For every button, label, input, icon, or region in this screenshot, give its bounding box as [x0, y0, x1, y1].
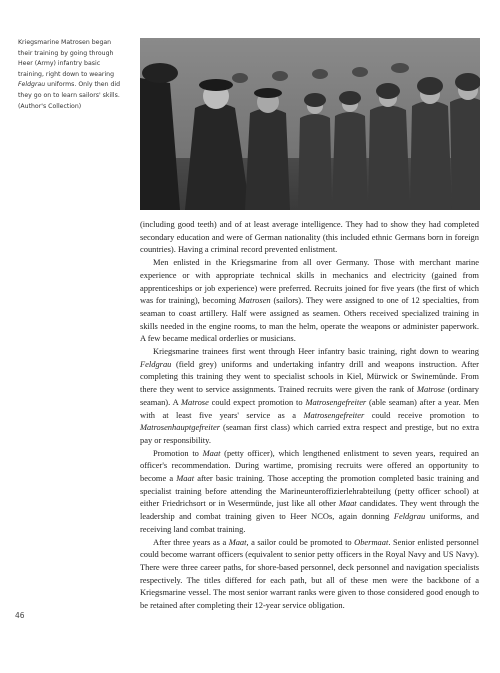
- text-run: candidates. They went through the leadership and combat training given to Heer NCOs, again donning: [140, 498, 479, 522]
- text-run: could receive promotion to: [364, 409, 479, 420]
- historical-photograph: [140, 38, 480, 210]
- paragraph: [140, 447, 479, 536]
- italic-term: Feldgrau: [140, 358, 172, 369]
- italic-term: Maat: [202, 447, 221, 458]
- text-run: After three years as a: [153, 536, 229, 547]
- photo-caption: [18, 38, 136, 112]
- paragraph: [140, 345, 479, 447]
- text-run: uniforms, and receiving land combat training.: [140, 511, 479, 534]
- caption-line: Kriegsmarine Matrosen began: [18, 39, 112, 46]
- caption-line: their training by going through: [18, 49, 114, 57]
- text-run: after basic training. Those accepting the promotion completed basic training and specialist training before attending the Marineunteroffizierlehrabteilung (petty officer school) at either Friedrichsort or in Wesermünde, just like all other: [140, 473, 479, 509]
- italic-term: Maat: [176, 473, 195, 484]
- italic-term: Feldgrau: [393, 511, 426, 522]
- page-number: 46: [15, 611, 25, 620]
- photograph-illustration: [140, 38, 480, 210]
- italic-term: Matrosengefreiter: [305, 396, 367, 407]
- caption-line: [18, 80, 136, 91]
- text-run: Men enlisted in the Kriegsmarine from all over Germany. Those with merchant marine experience or with appropriate technical skills in mechanics and electricity (gained from apprenticeships or job experience) were preferred. Recruits joined for five years (the first of which was for training), becoming: [140, 257, 479, 306]
- text-run: . Senior enlisted personnel could become warrant officers (equivalent to senior petty officers in the Royal Navy and US Navy). There were three career paths, for shore-based personnel, deck personnel and navigation specialists respectively. The titles differed for each path, but all of these men were the backbone of a Kriegsmarine vessel. The most senior warrant ranks were given to those considered good enough to be retained after completing their 12-year service obligation.: [140, 536, 479, 611]
- italic-term: Matrosen: [238, 295, 271, 306]
- text-run: (including good teeth) and of at least average intelligence. They had to show they had completed secondary education and were of German nationality (this included ethnic Germans born in foreign countries). Having a criminal record prevented enlistment.: [140, 219, 479, 255]
- text-run: Kriegsmarine trainees first went through Heer infantry basic training, right down to wearing: [153, 346, 479, 357]
- italic-term: Matrosengefreiter: [303, 409, 365, 420]
- italic-term: Maat: [338, 498, 357, 509]
- paragraph: [140, 218, 479, 256]
- italic-term: Matrosenhauptgefreiter: [140, 422, 220, 433]
- text-run: (seaman first class) which carried extra respect and prestige, but no extra pay or responsibility.: [140, 422, 479, 445]
- italic-term: Matrose: [416, 384, 445, 395]
- italic-term: Maat: [228, 536, 247, 547]
- paragraph: [140, 536, 479, 612]
- caption-line: they go on to learn sailors' skills.: [18, 91, 120, 99]
- text-run: , a sailor could be promoted to: [246, 536, 355, 547]
- text-run: (ordinary seaman). A: [140, 384, 479, 407]
- text-run: (able seaman) after a year. Men with at least five years' service as a: [140, 396, 479, 420]
- caption-line: (Author's Collection): [18, 102, 82, 110]
- text-run: Promotion to: [153, 447, 203, 458]
- text-run: (sailors). They were assigned to one of 12 specialties, from seaman to coast artillery. Half were assigned as seamen. Others received specialized training in skills needed in the engine rooms, to man the helm, operate the weapons or administer paperwork. A few became medical orderlies or musicians.: [140, 295, 479, 344]
- italic-term: Obermaat: [354, 536, 389, 547]
- caption-line: Heer (Army) infantry basic: [18, 60, 101, 68]
- text-run: (petty officer), which lengthened enlistment to seven years, required an officer's recommendation. During wartime, promising recruits were offered an opportunity to become a: [140, 447, 479, 484]
- text-run: (field grey) uniforms and undertaking infantry drill and weapons instruction. After completing this training they went to specialist schools in Kiel, Mürwick or Swinemünde. From there they went to service assignments. Trained recruits were given the rank of: [140, 358, 479, 395]
- italic-term: Matrose: [181, 396, 209, 407]
- body-text: [140, 218, 479, 612]
- text-run: could expect promotion to: [208, 396, 306, 407]
- caption-line: training, right down to wearing: [18, 70, 115, 78]
- paragraph: [140, 256, 479, 345]
- caption-italic-term: Feldgrau uniforms. Only then did: [18, 81, 121, 89]
